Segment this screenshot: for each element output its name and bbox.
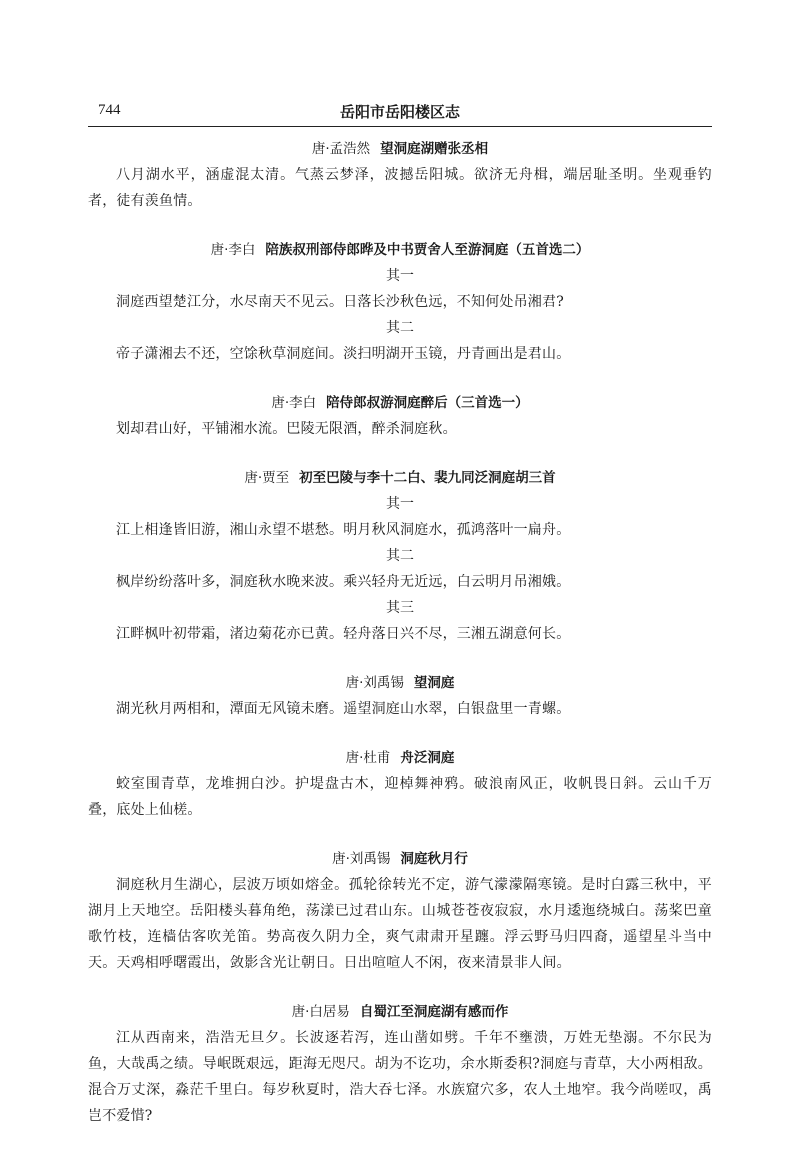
poem-heading [88,999,712,1025]
poem-author: 唐·杜甫 [345,750,391,766]
poem-heading [88,136,712,162]
poem-heading [88,390,712,416]
poem-title: 陪族叔刑部侍郎晔及中书贾舍人至游洞庭（五首选二） [265,242,590,258]
poem-author: 唐·刘禹锡 [345,675,404,691]
poem-title: 望洞庭 [413,675,455,691]
poem-text: 帝子潇湘去不还，空馀秋草洞庭间。淡扫明湖开玉镜，丹青画出是君山。 [116,346,571,362]
poem-block [88,136,712,214]
poem-subheading: 其三 [386,600,414,616]
poem-author: 唐·白居易 [291,1004,350,1020]
poem-text: 湖光秋月两相和，潭面无风镜未磨。遥望洞庭山水翠，白银盘里一青螺。 [116,701,571,717]
poem-block [88,670,712,722]
poem-text: 枫岸纷纷落叶多，洞庭秋水晚来波。乘兴轻舟无近远，白云明月吊湘娥。 [116,574,571,590]
poem-text: 江上相逢皆旧游，湘山永望不堪愁。明月秋风洞庭水，孤鸿落叶一扁舟。 [116,522,571,538]
poem-author: 唐·孟浩然 [311,141,371,157]
poem-title: 自蜀江至洞庭湖有感而作 [359,1004,509,1020]
poem-block [88,846,712,976]
poem-subheading: 其一 [386,496,414,512]
poem-subheading: 其一 [386,268,414,284]
poem-author: 唐·刘禹锡 [332,851,391,867]
poem-text: 八月湖水平，涵虚混太清。气蒸云梦泽，波撼岳阳城。欲济无舟楫，端居耻圣明。坐观垂钓者，徒有羡鱼情。 [88,167,712,209]
poem-block [88,237,712,367]
poem-text: 江畔枫叶初带霜，渚边菊花亦已黄。轻舟落日兴不尽，三湘五湖意何长。 [116,626,571,642]
book-title: 岳阳市岳阳楼区志 [339,103,460,121]
poem-text: 洞庭秋月生湖心，层波万顷如熔金。孤轮徐转光不定，游气濛濛隔寒镜。是时白露三秋中，平湖月上天地空。岳阳楼头暮角绝，荡漾已过君山东。山城苍苍夜寂寂，水月逶迤绕城白。荡桨巴童歌竹枝，连樯估客吹羌笛。势高夜久阴力全，爽气肃肃开星躔。浮云野马归四裔，遥望星斗当中天。天鸡相呼曙霞出，敛影含光让朝日。日出喧喧人不闲，夜来清景非人间。 [88,877,712,971]
poem-heading [88,237,712,263]
poem-subheading: 其二 [386,320,414,336]
poem-text: 洞庭西望楚江分，水尽南天不见云。日落长沙秋色远，不知何处吊湘君? [116,294,564,310]
poem-author: 唐·李白 [271,395,317,411]
poem-block [88,390,712,442]
poem-text: 蛟室围青草，龙堆拥白沙。护堤盘古木，迎棹舞神鸦。破浪南风正，收帆畏日斜。云山千万叠，底处上仙槎。 [88,776,712,818]
poem-title: 初至巴陵与李十二白、裴九同泛洞庭胡三首 [299,470,556,486]
poem-block [88,999,712,1129]
poem-text: 江从西南来，浩浩无旦夕。长波逐若泻，连山凿如劈。千年不壅溃，万姓无垫溺。不尔民为鱼，大哉禹之绩。导岷既艰远，距海无咫尺。胡为不讫功，余水斯委积?洞庭与青草，大小两相敌。混合万丈深，淼茫千里白。每岁秋夏时，浩大吞七泽。水族窟穴多，农人土地窄。我今尚嗟叹，禹岂不爱惜? [88,1030,712,1124]
poem-title: 望洞庭湖赠张丞相 [380,141,489,157]
poem-heading [88,846,712,872]
poem-heading [88,465,712,491]
page-number: 744 [98,102,121,118]
poem-author: 唐·李白 [210,242,256,258]
page-header [88,100,712,127]
poem-title: 舟泛洞庭 [400,750,455,766]
poem-title: 陪侍郎叔游洞庭醉后（三首选一） [326,395,529,411]
poem-heading [88,745,712,771]
poem-author: 唐·贾至 [244,470,290,486]
poem-list [88,136,712,1152]
poem-text: 划却君山好，平铺湘水流。巴陵无限酒，醉杀洞庭秋。 [116,421,457,437]
poem-subheading: 其二 [386,548,414,564]
poem-title: 洞庭秋月行 [400,851,468,867]
poem-block [88,465,712,647]
poem-block [88,745,712,823]
poem-heading [88,670,712,696]
